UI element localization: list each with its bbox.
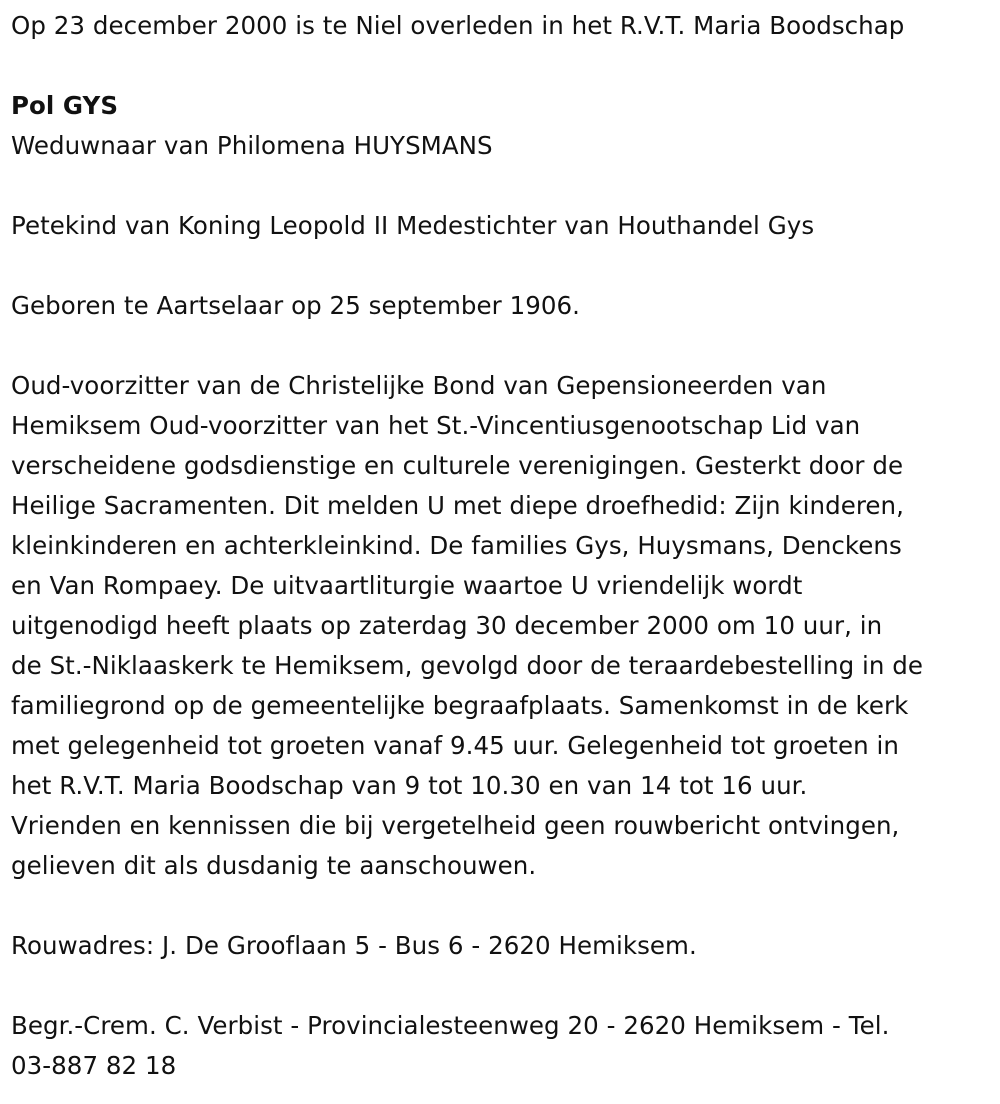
relation-line: Weduwnaar van Philomena HUYSMANS — [11, 131, 493, 160]
spacer — [11, 46, 993, 86]
undertaker-line: Begr.-Crem. C. Verbist - Provincialesteenweg 20 - 2620 Hemiksem - Tel. — [11, 1011, 890, 1040]
birth-line: Geboren te Aartselaar op 25 september 1906. — [11, 291, 580, 320]
deceased-name: Pol GYS — [11, 91, 119, 120]
body-line: kleinkinderen en achterkleinkind. De families Gys, Huysmans, Denckens — [11, 531, 902, 560]
address-line: Rouwadres: J. De Grooflaan 5 - Bus 6 - 2620 Hemiksem. — [11, 931, 697, 960]
body-line: het R.V.T. Maria Boodschap van 9 tot 10.30 en van 14 tot 16 uur. — [11, 771, 808, 800]
undertaker-phone: 03-887 82 18 — [11, 1051, 177, 1080]
spacer — [11, 326, 993, 366]
undertaker-block — [11, 1006, 993, 1086]
body-line: verscheidene godsdienstige en culturele verenigingen. Gesterkt door de — [11, 451, 904, 480]
titles-line: Petekind van Koning Leopold II Medestichter van Houthandel Gys — [11, 211, 815, 240]
body-line: familiegrond op de gemeentelijke begraafplaats. Samenkomst in de kerk — [11, 691, 909, 720]
body-line: uitgenodigd heeft plaats op zaterdag 30 december 2000 om 10 uur, in — [11, 611, 883, 640]
body-line: met gelegenheid tot groeten vanaf 9.45 uur. Gelegenheid tot groeten in — [11, 731, 899, 760]
spacer — [11, 886, 993, 926]
body-line: Oud-voorzitter van de Christelijke Bond van Gepensioneerden van — [11, 371, 827, 400]
body-line: en Van Rompaey. De uitvaartliturgie waartoe U vriendelijk wordt — [11, 571, 803, 600]
body-line: de St.-Niklaaskerk te Hemiksem, gevolgd door de teraardebestelling in de — [11, 651, 924, 680]
body-paragraph — [11, 366, 993, 886]
death-notice — [11, 6, 993, 1086]
body-line: Heilige Sacramenten. Dit melden U met diepe droefhedid: Zijn kinderen, — [11, 491, 904, 520]
body-line: gelieven dit als dusdanig te aanschouwen. — [11, 851, 537, 880]
spacer — [11, 246, 993, 286]
spacer — [11, 166, 993, 206]
opening-line: Op 23 december 2000 is te Niel overleden in het R.V.T. Maria Boodschap — [11, 11, 905, 40]
spacer — [11, 966, 993, 1006]
body-line: Vrienden en kennissen die bij vergetelheid geen rouwbericht ontvingen, — [11, 811, 900, 840]
body-line: Hemiksem Oud-voorzitter van het St.-Vincentiusgenootschap Lid van — [11, 411, 861, 440]
